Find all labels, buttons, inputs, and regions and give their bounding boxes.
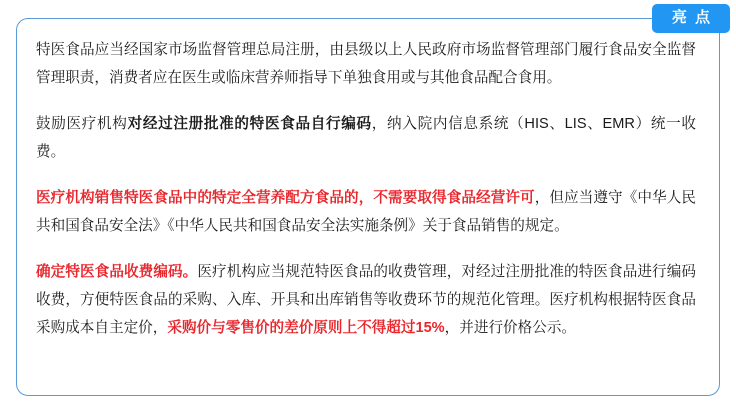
- paragraph-2-text-lead: 鼓励医疗机构: [36, 116, 128, 132]
- document-body: [16, 18, 720, 396]
- paragraph-3: [36, 184, 696, 240]
- paragraph-1-text: 特医食品应当经国家市场监督管理总局注册，由县级以上人民政府市场监督管理部门履行食品安全监督管理职责，消费者应在医生或临床营养师指导下单独食用或与其他食品配合食用。: [36, 42, 696, 86]
- highlight-badge: 亮 点: [652, 4, 730, 33]
- paragraph-4-text-tail: ，并进行价格公示。: [444, 320, 577, 336]
- paragraph-2-text-tail: ，纳入院内信息系统（HIS、LIS、EMR）统一收费。: [36, 116, 696, 160]
- paragraph-3-text-tail: ，但应当遵守《中华人民共和国食品安全法》《中华人民共和国食品安全法实施条例》关于食品销售的规定。: [36, 190, 696, 234]
- paragraph-2-text-bold: 对经过注册批准的特医食品自行编码: [127, 116, 372, 132]
- paragraph-3-text-highlight: 医疗机构销售特医食品中的特定全营养配方食品的，不需要取得食品经营许可: [36, 190, 535, 206]
- paragraph-1: [36, 36, 696, 92]
- paragraph-4-text-body: 医疗机构应当规范特医食品的收费管理，对经过注册批准的特医食品进行编码收费，方便特医食品的采购、入库、开具和出库销售等收费环节的规范化管理。医疗机构根据特医食品采购成本自主定价，: [36, 264, 696, 336]
- paragraph-4-text-highlight-rate: 采购价与零售价的差价原则上不得超过15%: [167, 320, 445, 336]
- paragraph-4-text-highlight-lead: 确定特医食品收费编码。: [36, 264, 198, 280]
- paragraph-2: [36, 110, 696, 166]
- paragraph-4: [36, 258, 696, 342]
